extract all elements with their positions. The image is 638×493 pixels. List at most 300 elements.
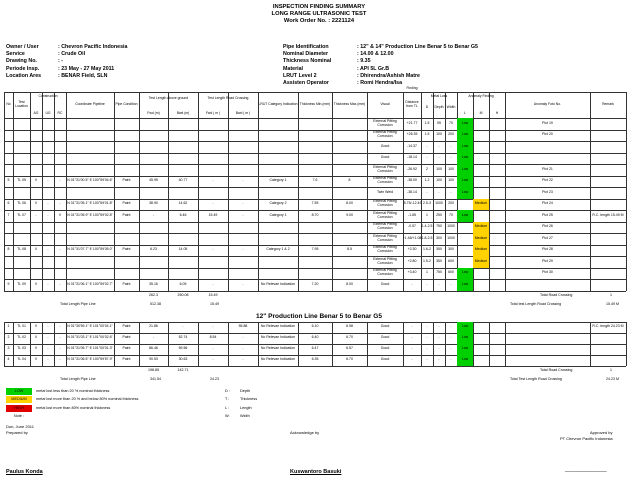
table-rule (626, 333, 627, 344)
table-rule (626, 118, 627, 130)
section1-row-severity-badge: Low (457, 187, 473, 199)
section1-row-cell-vis: External Pitting Corrosion (373, 210, 397, 219)
section2-row-cell-lrut: No Relevan Indication (260, 357, 296, 362)
table-rule (114, 222, 115, 234)
section2-row-cell-c2: - (47, 324, 49, 329)
section2-row-cell-bwd2: - (242, 357, 244, 362)
section2-row-cell-l: - (438, 357, 440, 362)
table-rule (590, 344, 591, 355)
table-rule (473, 164, 474, 176)
table-rule (30, 268, 31, 280)
table-rule (42, 233, 43, 245)
section1-row-cell-fwd2: - (212, 281, 214, 286)
section1-row-cell-c2: - (47, 281, 49, 286)
legend-tag: MEDIUM (6, 396, 32, 403)
section1-row-cell-l: - (438, 143, 440, 148)
table-rule (590, 222, 591, 234)
section1-row-cell-c3: - (59, 201, 61, 206)
table-rule (626, 210, 627, 222)
section1-row-cell-vis: Good (380, 281, 390, 286)
section1-row-cell-d: 1.6-2 (423, 247, 431, 252)
section2-row-cell-c1: V (34, 346, 38, 351)
section1-row-cell-vis: External Pitting Corrosion (373, 245, 397, 254)
section1-row-cell-vis: External Pitting Corrosion (373, 130, 397, 139)
section2-row-cell-bwd: 30.63 (178, 357, 188, 362)
table-rule (489, 141, 490, 153)
table-rule (489, 344, 490, 355)
table-rule (54, 118, 55, 130)
section1-row-cell-c1: - (35, 212, 37, 217)
section2-row-cell-cond: Paint (122, 357, 131, 362)
section1-row-cell-vis: External Pitting Corrosion (373, 176, 397, 185)
table-rule (54, 141, 55, 153)
section1-row-cell-dist: +3.40 (407, 270, 417, 275)
section2-row-cell-d: - (426, 346, 428, 351)
table-rule (114, 130, 115, 142)
section1-row-cell-bwd: 6.05 (179, 281, 187, 286)
legend-abbrev-key: W: (225, 414, 230, 418)
table-rule (590, 141, 591, 153)
section2-row-cell-cond: Paint (122, 324, 131, 329)
header-fwd2: Fwd ( m ) (205, 111, 221, 116)
section1-row-cell-tl: TL 06 (17, 201, 26, 206)
left-info-key: Service (6, 51, 25, 58)
section1-row-cell-l: 350 (436, 258, 442, 263)
table-rule (66, 256, 67, 268)
header-anomaly-photo: Anomaly Foto No. (533, 102, 562, 107)
table-rule (473, 279, 474, 291)
section1-row-cell-d: - (426, 143, 428, 148)
section1-row-cell-d: 1.5-2 (423, 258, 431, 263)
table-rule (505, 153, 506, 165)
section1-row-cell-fwd: 38.90 (149, 201, 158, 206)
section2-row-cell-vis: Good (380, 324, 390, 329)
right-info-value: : Dhirendra/Ashish Matre (357, 72, 420, 79)
section1-row-cell-tl: TL 08 (17, 247, 26, 252)
table-rule (168, 118, 169, 130)
section1-row-cell-bwd: 40.77 (178, 178, 188, 183)
table-rule (489, 187, 490, 199)
right-info-value: : 12" & 14" Production Line Benar 5 to Benar G5 (357, 44, 478, 50)
section1-row-cell-w: 200 (448, 201, 454, 206)
table-rule (258, 141, 259, 153)
section1-row-cell-no: 8 (7, 247, 10, 252)
table-rule (473, 130, 474, 142)
header-width: Width (446, 105, 456, 110)
table-rule (139, 256, 140, 268)
table-rule (168, 233, 169, 245)
section1-row-cell-w: - (450, 143, 452, 148)
table-rule (332, 222, 333, 234)
table-rule (168, 222, 169, 234)
header-bwd2: Bwd ( m ) (235, 111, 251, 116)
table-rule (590, 268, 591, 280)
footer-date: Duri, June 2011 (6, 423, 34, 429)
section1-row-cell-coord: N 01°31'07.7" E 100°59'05.0" (67, 247, 113, 252)
legend-abbrev-value: Length (240, 405, 252, 410)
table-rule (457, 256, 458, 268)
section1-row-cell-tmin: 7.20 (311, 281, 319, 286)
section2-row-cell-dist: - (411, 357, 413, 362)
table-rule (66, 187, 67, 199)
section2-total-road-length: 24.23 (210, 376, 219, 381)
table-rule (30, 256, 31, 268)
section1-row-cell-bwd2: - (242, 178, 244, 183)
section1-row-cell-bwd: 14.62 (178, 201, 188, 206)
section1-row-cell-tl: TL 09 (17, 281, 26, 286)
table-rule (473, 141, 474, 153)
section1-row-cell-photo: Pict 30 (542, 270, 553, 275)
section2-row-cell-lrut: No Relevan Indication (260, 346, 296, 351)
section1-row-cell-c1: V (34, 247, 38, 252)
table-rule (332, 187, 333, 199)
left-info-value: : 23 May - 27 May 2011 (58, 65, 115, 72)
section1-row-cell-bwd2: - (242, 281, 244, 286)
table-rule (489, 130, 490, 142)
section1-row-cell-l: 750 (436, 270, 442, 275)
table-rule (489, 322, 490, 333)
left-info-key: Periode Insp. (6, 65, 40, 72)
section2-row-cell-l: - (438, 324, 440, 329)
section1-row-cell-photo: Pict 25 (542, 212, 553, 217)
table-rule (13, 268, 14, 280)
section1-row-cell-photo: Pict 23 (542, 189, 553, 194)
table-rule (505, 141, 506, 153)
section2-row-cell-coord: N 01°30'59.1" E 101°00'04.1" (67, 324, 113, 329)
section2-row-cell-no: 1 (7, 324, 10, 329)
section1-row-cell-lrut: Category 1 (269, 178, 287, 183)
table-rule (258, 153, 259, 165)
section2-row-cell-fwd: 21.86 (149, 324, 158, 329)
section1-row-cell-vis: External Pitting Corrosion (373, 268, 397, 277)
table-rule (198, 222, 199, 234)
section1-row-cell-cond: Paint (122, 247, 131, 252)
table-rule (54, 222, 55, 234)
section2-row-cell-bwd: 52.74 (178, 335, 188, 340)
section1-row-cell-photo: Pict 20 (542, 132, 553, 137)
table-rule (626, 187, 627, 199)
section1-row-cell-d: - (426, 281, 428, 286)
section1-row-cell-rem: R.C. length 15.49 M (592, 212, 624, 217)
header-pipe-condition: Pipe Condition (115, 102, 138, 107)
table-rule (139, 164, 140, 176)
section1-row-cell-no: 7 (7, 212, 10, 217)
table-rule (42, 222, 43, 234)
section1-row-severity-badge: Low (457, 210, 473, 222)
table-rule (590, 233, 591, 245)
header-distance: Distance from TL (405, 100, 419, 108)
table-rule (489, 256, 490, 268)
section2-row-cell-bwd2: - (242, 335, 244, 340)
table-rule (139, 118, 140, 130)
table-rule (332, 130, 333, 142)
table-rule (42, 187, 43, 199)
table-rule (54, 153, 55, 165)
right-info-key: LRUT Level 2 (283, 72, 317, 79)
section2-row-cell-fwd2: - (212, 346, 214, 351)
table-rule (228, 187, 229, 199)
table-rule (139, 153, 140, 165)
table-rule (114, 233, 115, 245)
table-rule (590, 256, 591, 268)
table-rule (332, 256, 333, 268)
table-rule (4, 222, 5, 234)
table-rule (168, 256, 169, 268)
section1-row-cell-photo: Pict 21 (542, 166, 553, 171)
section1-row-cell-cond: Paint (122, 281, 131, 286)
section1-row-severity-badge: Medium (473, 245, 489, 257)
table-rule (54, 233, 55, 245)
section2-row-cell-coord: N 01°31'05.7" E 101°00'01.3" (67, 346, 113, 351)
table-rule (590, 130, 591, 142)
table-rule (590, 187, 591, 199)
table-rule (198, 268, 199, 280)
table-rule (228, 268, 229, 280)
section1-row-cell-tmax: 8 (348, 178, 351, 183)
section2-row-cell-bwd: - (182, 324, 184, 329)
table-rule (626, 141, 627, 153)
table-rule (198, 164, 199, 176)
table-rule (228, 141, 229, 153)
right-info-value: : API 5L Gr.B (357, 65, 390, 72)
right-info-key: Material (283, 65, 304, 72)
table-rule (590, 118, 591, 130)
table-rule (4, 256, 5, 268)
table-rule (228, 164, 229, 176)
section1-row-cell-w: - (450, 281, 452, 286)
section2-row-cell-dist: - (411, 324, 413, 329)
table-rule (30, 118, 31, 130)
table-rule (590, 355, 591, 366)
table-rule (66, 130, 67, 142)
left-info-key: Drawing No. (6, 58, 37, 65)
section1-row-cell-dist: -38.14 (407, 189, 417, 194)
table-rule (298, 153, 299, 165)
right-info-key: Nominal Diameter (283, 51, 329, 58)
section1-row-cell-d: 2 (426, 166, 428, 171)
table-rule (139, 141, 140, 153)
table-rule (505, 344, 506, 355)
section2-row-cell-vis: Good (380, 335, 390, 340)
section1-row-cell-tl: TL 07 (17, 212, 26, 217)
table-rule (54, 256, 55, 268)
section1-row-cell-tl: TL 05 (17, 178, 26, 183)
table-rule (228, 118, 229, 130)
section1-row-cell-fwd: - (152, 212, 155, 217)
section1-row-severity-badge: Low (457, 118, 473, 130)
table-rule (626, 92, 627, 118)
table-rule (114, 153, 115, 165)
section2-row-cell-tmax: 6.70 (346, 357, 353, 362)
section2-row-cell-c2: - (47, 346, 49, 351)
section1-row-cell-w: 70 (449, 212, 453, 217)
table-rule (13, 256, 14, 268)
table-rule (332, 118, 333, 130)
table-rule (489, 355, 490, 366)
left-info-value: : Chevron Pacific Indonesia (58, 44, 128, 50)
section1-row-cell-dist: -38.00 (407, 178, 417, 183)
section1-row-cell-l: - (438, 281, 440, 286)
table-rule (626, 268, 627, 280)
table-rule (13, 222, 14, 234)
table-rule (4, 118, 5, 130)
legend-abbrev-value: Width (240, 414, 250, 418)
section1-row-cell-tmin: 7.6 (312, 178, 318, 183)
table-rule (590, 279, 591, 291)
table-rule (30, 153, 31, 165)
table-rule (626, 344, 627, 355)
section2-row-cell-dist: - (411, 346, 413, 351)
table-rule (228, 222, 229, 234)
section2-total-pipe-value: 341.54 (150, 376, 161, 381)
section1-row-cell-w: 100 (448, 166, 454, 171)
table-rule (198, 153, 199, 165)
section2-row-cell-tmax: 6.57 (346, 346, 353, 351)
table-rule (457, 233, 458, 245)
section1-row-cell-bwd: 6.46 (179, 212, 187, 217)
section1-total-road-label: Total Road Crossing (540, 292, 573, 297)
table-rule (228, 233, 229, 245)
right-info-value: : 9.35 (357, 58, 371, 65)
left-info-value: : BENAR Field, SLN (58, 72, 108, 79)
section1-row-severity-badge: Low (457, 176, 473, 188)
section1-row-cell-fwd2: - (212, 178, 214, 183)
section2-row-cell-no: 4 (7, 357, 10, 362)
table-rule (489, 268, 490, 280)
section2-total-pipe-label: Total Length Pipe Line (60, 376, 96, 381)
section2-row-cell-c1: V (34, 357, 38, 362)
table-rule (114, 118, 115, 130)
section2-row-cell-c3: - (59, 335, 61, 340)
section1-row-cell-vis: External Pitting Corrosion (373, 233, 397, 242)
table-rule (42, 268, 43, 280)
right-info-value: : Romi Hendra/Isa (357, 80, 403, 86)
table-rule (626, 164, 627, 176)
table-rule (42, 153, 43, 165)
section1-row-cell-l: 100 (436, 132, 442, 137)
signature-approved: _______________ (565, 466, 607, 473)
section1-row-cell-coord: N 01°31'05.9" E 100°59'02.8" (67, 212, 113, 217)
section1-row-cell-no: 6 (7, 201, 10, 206)
section1-row-cell-tmax: 8.00 (346, 201, 353, 206)
section1-row-cell-dist: - (411, 281, 413, 286)
section2-row-cell-vis: Good (380, 357, 390, 362)
table-rule (626, 245, 627, 257)
section1-row-cell-tmax: 8.00 (346, 281, 353, 286)
section2-row-cell-tmin: 6.35 (311, 357, 319, 362)
section1-row-cell-c3: - (59, 247, 61, 252)
table-rule (298, 268, 299, 280)
table-rule (168, 268, 169, 280)
legend-abbrev-value: Depth (240, 388, 251, 393)
table-rule (139, 130, 140, 142)
section1-row-cell-lrut: Category 2 (269, 201, 287, 206)
section1-row-cell-d: 1 (426, 270, 428, 275)
section2-row-cell-dist: - (411, 335, 413, 340)
section1-row-cell-cond: Paint (122, 212, 131, 217)
section1-row-cell-w: 1000 (447, 235, 455, 240)
section1-row-cell-bwd2: - (242, 212, 244, 217)
table-rule (473, 187, 474, 199)
table-rule (298, 222, 299, 234)
table-rule (590, 245, 591, 257)
table-rule (139, 268, 140, 280)
section1-row-cell-d: 1.2 (424, 178, 430, 183)
table-rule (473, 322, 474, 333)
section2-row-cell-tl: TL 02 (17, 335, 26, 340)
section1-row-cell-vis: External Pitting Corrosion (373, 256, 397, 265)
section1-row-cell-bwd2: - (242, 201, 244, 206)
section2-row-cell-rem: R.C. length 24.23 M (592, 324, 624, 329)
table-rule (258, 256, 259, 268)
section1-row-cell-lrut: No Relevan Indication (260, 281, 296, 286)
table-rule (13, 164, 14, 176)
section1-row-cell-vis: External Pitting Corrosion (373, 199, 397, 208)
section2-row-cell-w: - (450, 357, 452, 362)
section1-total-bwd: 250.08 (177, 292, 189, 297)
table-rule (626, 322, 627, 333)
header-thk-min: Thickness Min.(mm) (299, 102, 331, 107)
section1-row-cell-photo: Pict 28 (542, 247, 553, 252)
table-rule (13, 130, 14, 142)
legend-abbrev-key: D : (225, 388, 230, 393)
table-rule (489, 118, 490, 130)
section1-row-cell-tmin: 8.70 (311, 212, 319, 217)
section2-row-cell-c2: - (47, 335, 49, 340)
table-rule (13, 233, 14, 245)
section1-row-cell-c2: - (47, 201, 49, 206)
section1-row-cell-bwd: 14.05 (178, 247, 188, 252)
section2-row-cell-c2: - (47, 357, 49, 362)
section2-total-road-count: 1 (610, 367, 612, 372)
table-rule (332, 268, 333, 280)
table-rule (473, 268, 474, 280)
table-rule (473, 153, 474, 165)
section2-row-cell-vis: Good (380, 346, 390, 351)
section2-row-cell-tl: TL 03 (17, 346, 26, 351)
table-rule (66, 118, 67, 130)
section1-total-road-length: 15.49 (210, 301, 219, 306)
table-rule (505, 355, 506, 366)
section1-row-cell-c3: - (59, 281, 61, 286)
table-rule (198, 233, 199, 245)
table-rule (626, 355, 627, 366)
table-rule (42, 130, 43, 142)
table-rule (228, 130, 229, 142)
table-rule (42, 164, 43, 176)
table-rule (489, 164, 490, 176)
table-rule (626, 279, 627, 291)
section1-row-cell-tmin: 7.95 (311, 247, 319, 252)
table-rule (590, 176, 591, 188)
header-d: D (425, 105, 429, 110)
section2-row-severity-badge: Low (457, 344, 473, 355)
table-rule (626, 199, 627, 211)
section2-row-cell-c3: - (59, 324, 61, 329)
table-rule (298, 256, 299, 268)
section1-row-cell-d: 2.5-3 (423, 201, 431, 206)
section1-row-cell-vis: External Pitting Corrosion (373, 164, 397, 173)
section1-row-cell-coord: N 01°31'00.5" E 100°59'04.6" (67, 178, 113, 183)
table-rule (489, 176, 490, 188)
section1-row-cell-d: 1.4-2.5 (421, 224, 433, 229)
table-rule (168, 153, 169, 165)
table-rule (198, 130, 199, 142)
right-info-key: Thickness Nominal (283, 58, 332, 65)
table-rule (457, 222, 458, 234)
header-finding: Finding (406, 86, 418, 91)
section2-total-bwd: 142.71 (177, 367, 189, 372)
